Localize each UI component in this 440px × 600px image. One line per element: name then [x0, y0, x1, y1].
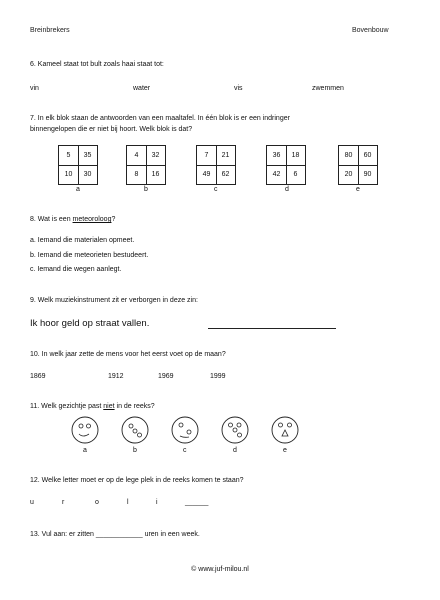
- q12-letter: o: [95, 499, 99, 506]
- q11-suffix: in de reeks?: [114, 403, 155, 410]
- q12-letter: l: [127, 499, 129, 506]
- q10-option-4: 1999: [210, 373, 226, 380]
- block-b-cell: 8: [134, 171, 139, 178]
- block-e-cell: 60: [363, 152, 372, 159]
- q9-text: 9. Welk muziekinstrument zit er verborgen in deze zin:: [30, 297, 198, 304]
- block-e-cell: 80: [344, 152, 353, 159]
- block-a-cell: 5: [66, 152, 71, 159]
- q8-term: meteoroloog: [72, 216, 112, 223]
- q7-line2: binnengelopen die er niet bij hoort. Welk blok is dat?: [30, 126, 193, 133]
- q11-emph: niet: [103, 403, 115, 410]
- q13-sentence: [30, 530, 200, 540]
- block-b[interactable]: [126, 145, 166, 185]
- q8-question: [30, 215, 115, 225]
- face-e[interactable]: [270, 415, 300, 445]
- q10-option-3: 1969: [158, 373, 174, 380]
- header-right: Bovenbouw: [352, 27, 389, 34]
- q11-question: [30, 402, 155, 412]
- block-d-cell: 6: [293, 171, 298, 178]
- q9-answer-line[interactable]: [208, 328, 336, 329]
- face-c[interactable]: [170, 415, 200, 445]
- block-d-cell: 42: [272, 171, 281, 178]
- block-a-cell: 35: [83, 152, 92, 159]
- block-b-cell: 16: [151, 171, 160, 178]
- q10-text: 10. In welk jaar zette de mens voor het eerst voet op de maan?: [30, 351, 226, 358]
- q12-letter: i: [156, 499, 158, 506]
- block-d-cell: 36: [272, 152, 281, 159]
- q8-suffix: ?: [111, 216, 116, 223]
- q8-prefix: 8. Wat is een: [30, 216, 73, 223]
- block-c-cell: 49: [202, 171, 211, 178]
- block-d-label: d: [285, 186, 289, 193]
- block-c-cell: 21: [221, 152, 230, 159]
- q10-option-1: 1869: [30, 373, 46, 380]
- face-c-label: c: [183, 447, 187, 454]
- face-b[interactable]: [120, 415, 150, 445]
- block-a[interactable]: [58, 145, 98, 185]
- block-c[interactable]: [196, 145, 236, 185]
- q6-option-1: vin: [30, 85, 39, 92]
- block-a-cell: 10: [64, 171, 73, 178]
- q13-blank[interactable]: ____________: [95, 531, 143, 538]
- block-e[interactable]: [338, 145, 378, 185]
- face-e-label: e: [283, 447, 287, 454]
- block-b-cell: 4: [134, 152, 139, 159]
- block-a-label: a: [76, 186, 80, 193]
- face-d[interactable]: [220, 415, 250, 445]
- block-b-label: b: [144, 186, 148, 193]
- q13-before: 13. Vul aan: er zitten: [30, 531, 96, 538]
- q7-line1: 7. In elk blok staan de antwoorden van een maaltafel. In één blok is er een indringer: [30, 115, 290, 122]
- block-d[interactable]: [266, 145, 306, 185]
- header-left: Breinbrekers: [30, 27, 70, 34]
- face-a-label: a: [83, 447, 87, 454]
- q8-option-a: a. Iemand die materialen opmeet.: [30, 237, 135, 244]
- q8-option-c: c. Iemand die wegen aanlegt.: [30, 266, 122, 273]
- q12-blank[interactable]: ______: [185, 499, 209, 506]
- q11-prefix: 11. Welk gezichtje past: [30, 403, 104, 410]
- block-e-cell: 20: [344, 171, 353, 178]
- q6-option-3: vis: [234, 85, 243, 92]
- q6-option-4: zwemmen: [312, 85, 344, 92]
- face-b-label: b: [133, 447, 137, 454]
- q12-text: 12. Welke letter moet er op de lege plek in de reeks komen te staan?: [30, 477, 244, 484]
- block-c-cell: 7: [204, 152, 209, 159]
- q8-option-b: b. Iemand die meteorieten bestudeert.: [30, 252, 149, 259]
- q6-text: 6. Kameel staat tot bult zoals haai staat tot:: [30, 61, 164, 68]
- q12-letter: u: [30, 499, 34, 506]
- block-c-label: c: [214, 186, 218, 193]
- q10-option-2: 1912: [108, 373, 124, 380]
- block-d-cell: 18: [291, 152, 300, 159]
- block-c-cell: 62: [221, 171, 230, 178]
- block-e-cell: 90: [363, 171, 372, 178]
- q12-letter: r: [62, 499, 65, 506]
- q9-sentence: Ik hoor geld op straat vallen.: [30, 318, 150, 329]
- footer-credit: © www.juf-milou.nl: [191, 566, 249, 573]
- q13-after: uren in een week.: [142, 531, 200, 538]
- block-b-cell: 32: [151, 152, 160, 159]
- block-a-cell: 30: [83, 171, 92, 178]
- q6-option-2: water: [133, 85, 151, 92]
- face-a[interactable]: [70, 415, 100, 445]
- face-d-label: d: [233, 447, 237, 454]
- block-e-label: e: [356, 186, 360, 193]
